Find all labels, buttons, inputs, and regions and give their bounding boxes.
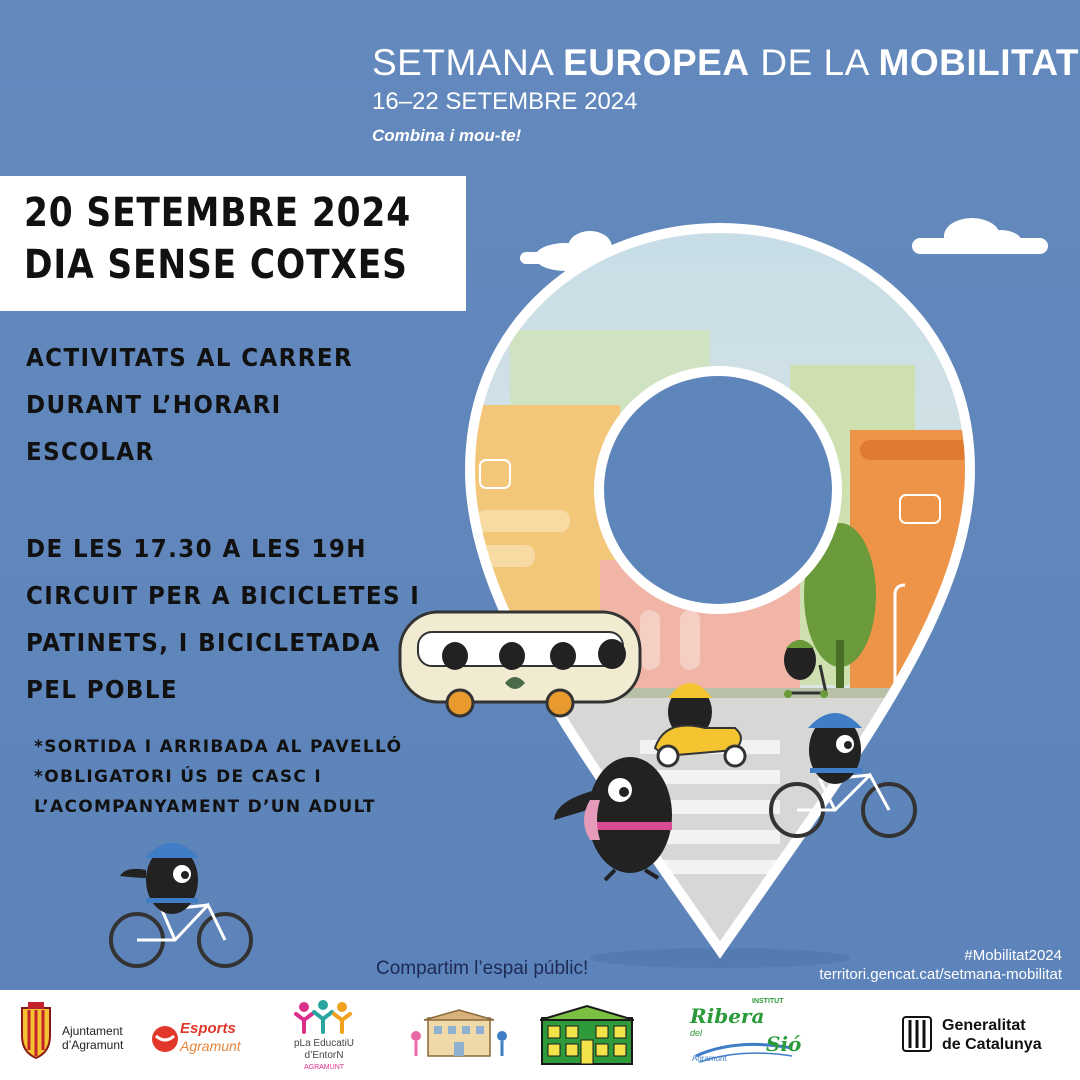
- ribera-town: Agramunt: [692, 1054, 727, 1063]
- activities-line-1: ACTIVITATS AL CARRER: [26, 343, 354, 372]
- walking-girl: [554, 757, 672, 880]
- pla-text: [282, 1038, 366, 1074]
- pla-line-3: AGRAMUNT: [303, 1064, 345, 1071]
- sports-ball-icon: [150, 1024, 180, 1054]
- share-slogan: Compartim l’espai públic!: [376, 958, 589, 979]
- event-date: 20 SETEMBRE 2024: [24, 190, 412, 236]
- title-bold-1: EUROPEA: [563, 42, 750, 83]
- ribera-sio: Sió: [766, 1032, 802, 1056]
- title-part-1: SETMANA: [372, 42, 564, 83]
- sponsor-footer: [0, 990, 1080, 1080]
- generalitat-text: [942, 1016, 1042, 1054]
- logo-pla-educatiu-entorn: [282, 1000, 366, 1072]
- schedule-line-3: PATINETS, I BICICLETADA: [26, 628, 381, 657]
- ajuntament-line-1: Ajuntament: [62, 1024, 123, 1038]
- activities-line-2: DURANT L’HORARI: [26, 390, 282, 419]
- esports-line-1: Esports: [180, 1020, 236, 1037]
- title-part-2: DE LA: [749, 42, 879, 83]
- event-name: DIA SENSE COTXES: [24, 242, 408, 288]
- logo-ajuntament-agramunt: [16, 1002, 136, 1068]
- esports-line-2: Agramunt: [180, 1038, 241, 1054]
- logo-school-drawing: [406, 1008, 512, 1064]
- ajuntament-line-2: d’Agramunt: [62, 1038, 124, 1052]
- pin-hole: [604, 376, 832, 604]
- cloud-right: [912, 218, 1048, 254]
- cyclist-left: [111, 843, 251, 966]
- ribera-name: Ribera: [690, 1004, 765, 1028]
- generalitat-line-2: de Catalunya: [942, 1036, 1042, 1053]
- campaign-url[interactable]: territori.gencat.cat/setmana-mobilitat: [819, 966, 1062, 983]
- logo-esports-agramunt: [150, 1018, 250, 1058]
- bus-illustration: [400, 612, 640, 716]
- ajuntament-text: [62, 1024, 123, 1052]
- generalitat-emblem-icon: [902, 1016, 932, 1052]
- logo-generalitat-catalunya: [902, 1016, 1062, 1056]
- generalitat-line-1: Generalitat: [942, 1017, 1026, 1034]
- note-line-1: *SORTIDA I ARRIBADA AL PAVELLÓ: [34, 737, 403, 757]
- title-bold-2: MOBILITAT: [878, 42, 1079, 83]
- activities-line-3: ESCOLAR: [26, 437, 155, 466]
- logo-institut-ribera-del-sio: [690, 998, 800, 1072]
- logo-school-green: [540, 1004, 634, 1066]
- note-line-2: *OBLIGATORI ÚS DE CASC I: [34, 767, 323, 787]
- coat-of-arms-icon: [16, 1002, 56, 1064]
- schedule-line-4: PEL POBLE: [26, 675, 178, 704]
- schedule-line-2: CIRCUIT PER A BICICLETES I: [26, 581, 421, 610]
- pla-line-2: d’EntorN: [304, 1050, 344, 1061]
- school-building-icon: [406, 1008, 512, 1064]
- ribera-institut: INSTITUT: [752, 998, 784, 1005]
- green-building-icon: [540, 1004, 634, 1066]
- campaign-dates: 16–22 SETEMBRE 2024: [372, 88, 638, 115]
- children-figures-icon: [290, 1000, 356, 1036]
- ribera-del: del: [690, 1028, 703, 1038]
- campaign-slogan: Combina i mou-te!: [372, 126, 522, 145]
- hashtag: #Mobilitat2024: [964, 947, 1062, 964]
- schedule-line-1: DE LES 17.30 A LES 19H: [26, 534, 367, 563]
- pla-line-1: pLa EducatiU: [293, 1038, 355, 1049]
- note-line-3: L’ACOMPANYAMENT D’UN ADULT: [34, 797, 376, 817]
